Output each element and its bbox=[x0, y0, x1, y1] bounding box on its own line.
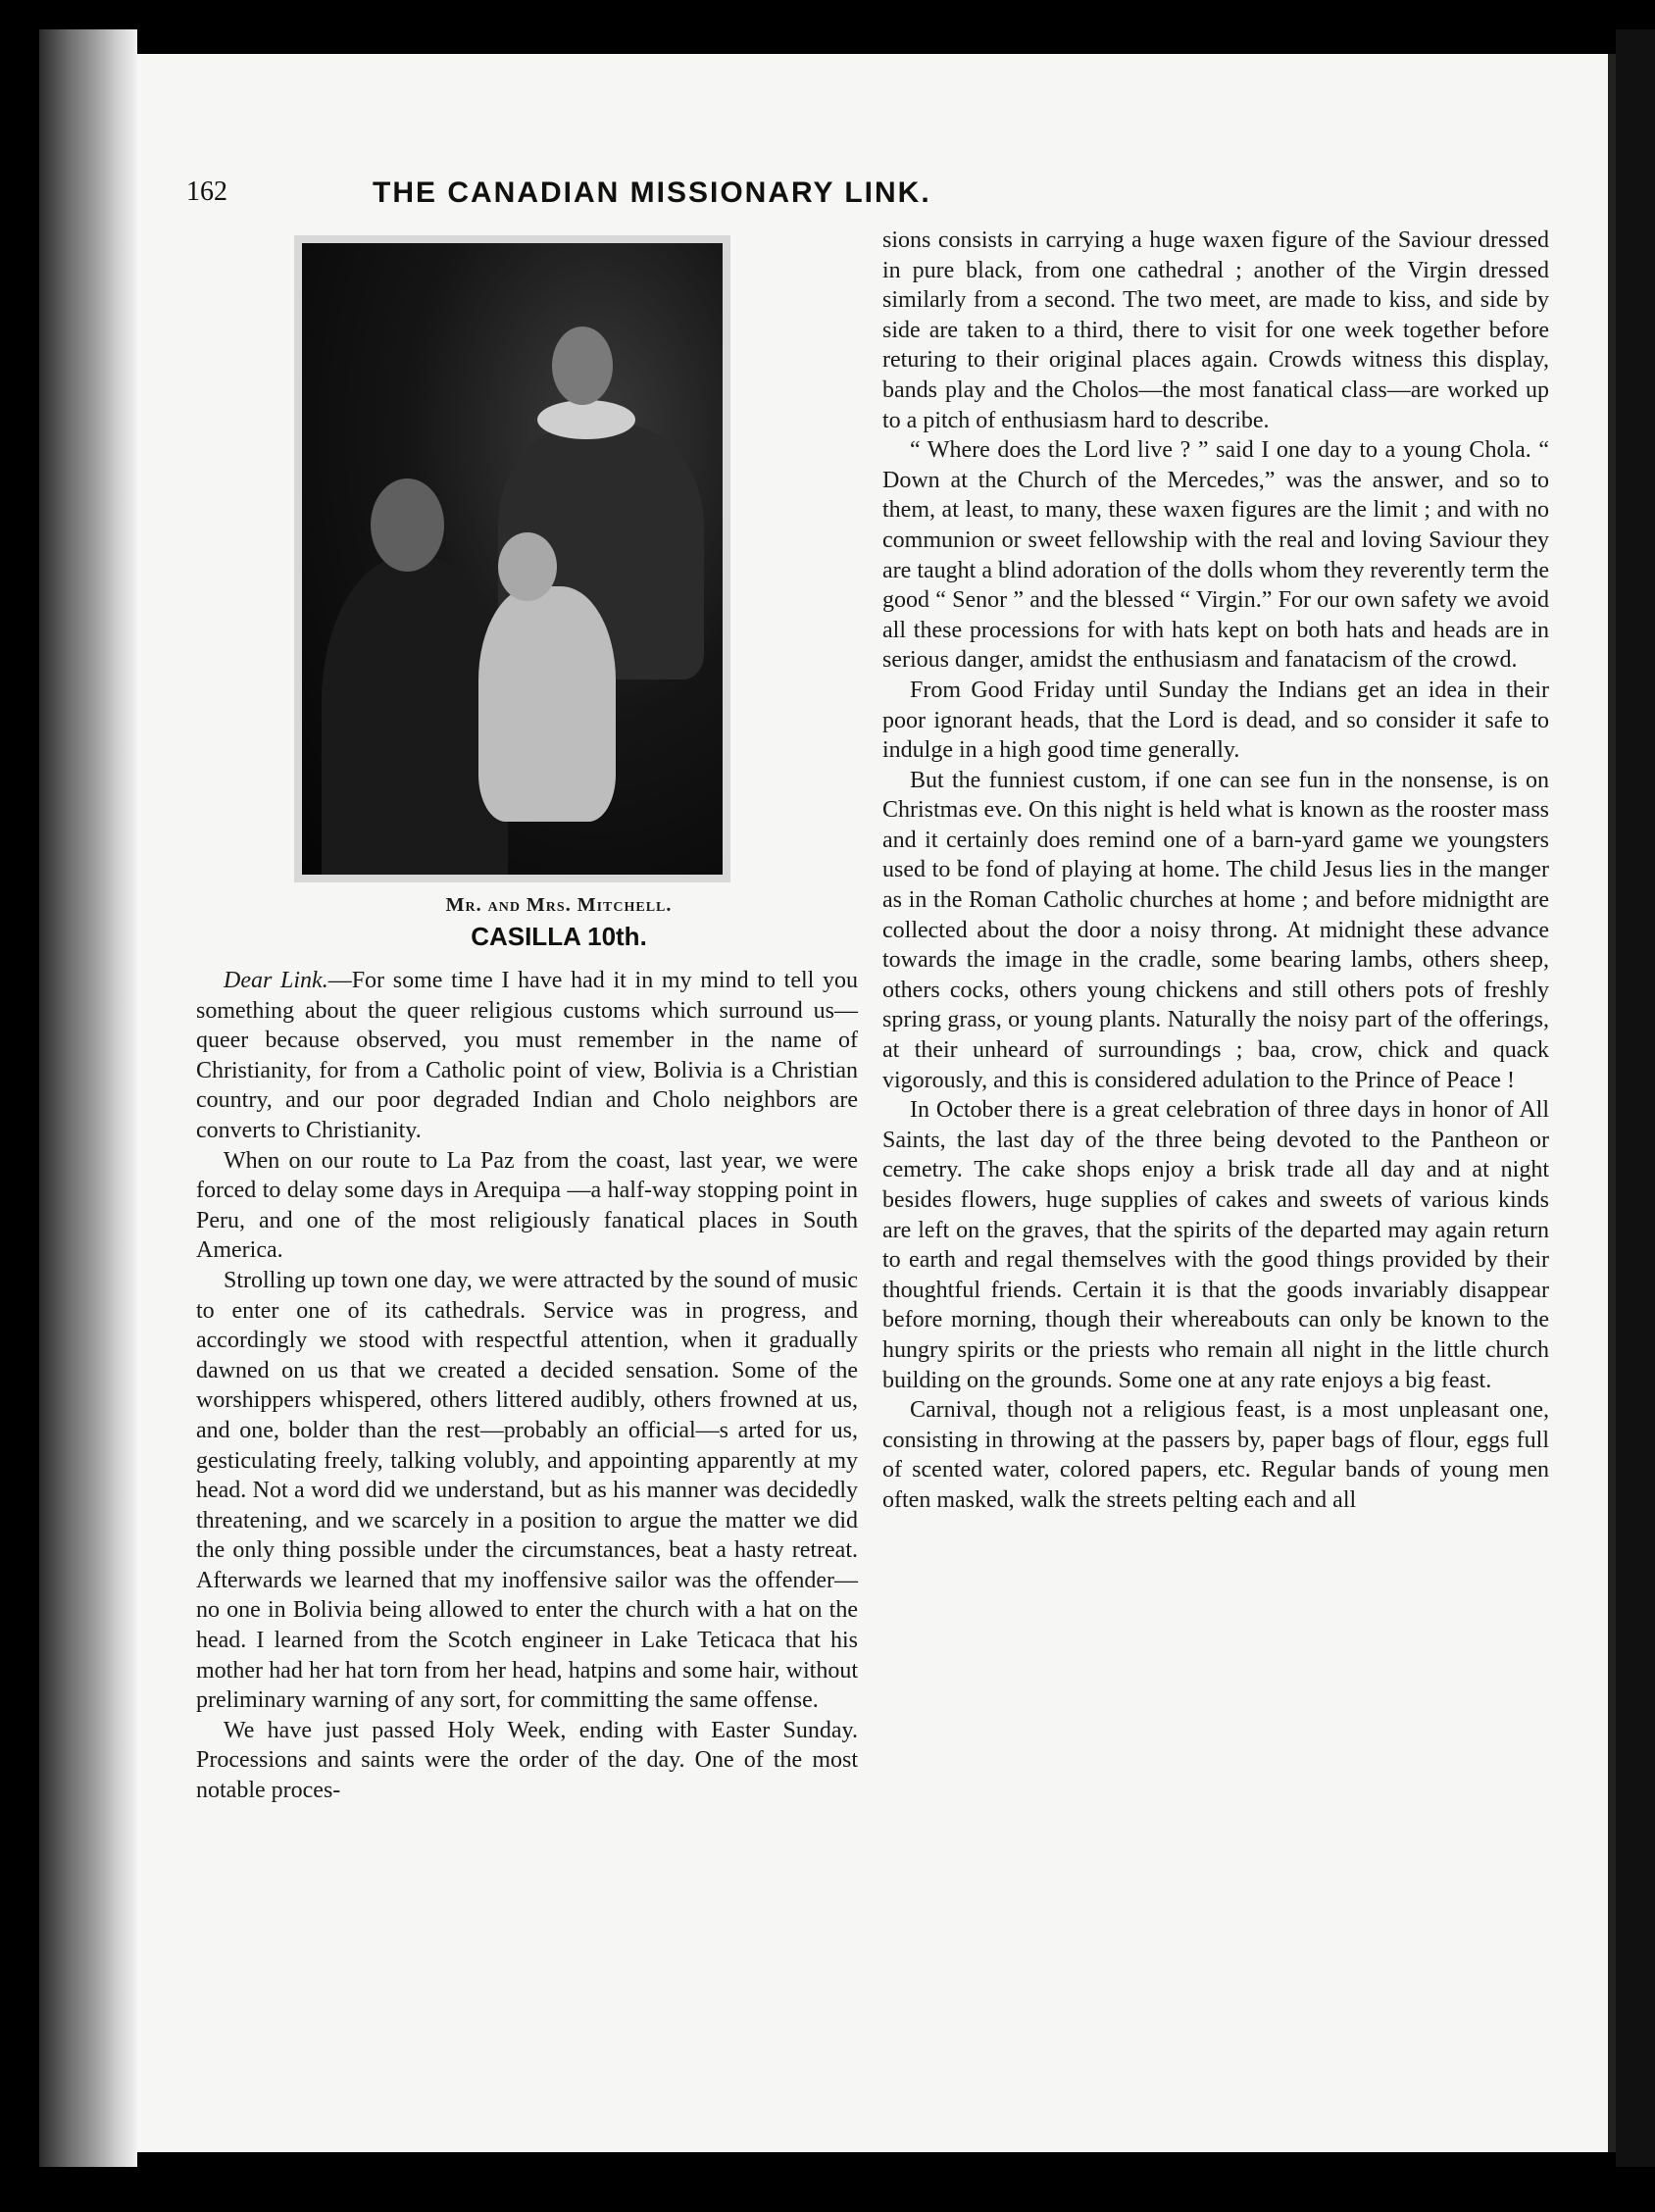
running-title: THE CANADIAN MISSIONARY LINK. bbox=[373, 176, 931, 209]
paragraph: “ Where does the Lord live ? ” said I one day to a young Chola. “ Down at the Church of the Mercedes,” was the answer, and so to them, at least, to many, these waxen figures are the limit ; and with no communion or sweet fellowship with the real and loving Saviour they are taught a blind adoration of the dolls whom they reverently term the good “ Senor ” and the blessed “ Virgin.” For our own safety we avoid all these processions for with hats kept on both hats and heads are in serious danger, amidst the enthusiasm and fanatacism of the crowd. bbox=[882, 437, 1549, 674]
photo-figure-baby-head bbox=[498, 532, 557, 601]
paragraph: Strolling up town one day, we were attracted by the sound of music to enter one of its cathedrals. Service was in progress, and accordingly we stood with respectful attention, when it gradually dawned on us that we created a decided sensation. Some of the worshippers whispered, others littered audibly, others frowned at us, and one, bolder than the rest—probably an official—s arted for us, gesticulating freely, talking volubly, and appointing apparently at my head. Not a word did we understand, but as his manner was decidedly threatening, and we scarcely in a position to argue the matter we did the only thing possible under the circumstances, beat a hasty retreat. Afterwards we learned that my inoffensive sailor was the offender—no one in Bolivia being allowed to enter the church with a hat on the head. I learned from the Scotch engineer in Lake Teticaca that his mother had her hat torn from her head, hatpins and some hair, without preliminary warning of any sort, for committing the same offense. bbox=[196, 1267, 858, 1714]
paragraph: We have just passed Holy Week, ending with Easter Sunday. Processions and saints were the order of the day. One of the most notable proces- bbox=[196, 1717, 858, 1804]
page-right-edge bbox=[1608, 54, 1616, 2152]
page-header bbox=[186, 176, 1461, 216]
photo-figure-baby bbox=[478, 586, 616, 822]
paragraph: When on our route to La Paz from the coast, last year, we were forced to delay some days in Arequipa —a half-way stopping point in Peru, and one of the most religiously fanatical places in South America. bbox=[196, 1147, 858, 1264]
photo-caption: Mr. and Mrs. Mitchell. bbox=[445, 894, 673, 916]
paragraph: Carnival, though not a religious feast, is a most unpleasant one, consisting in throwing at the passers by, paper bags of flour, eggs full of scented water, colored papers, etc. Regular bands of young men often masked, walk the streets pelting each and all bbox=[882, 1397, 1549, 1513]
salutation: Dear Link. bbox=[224, 968, 328, 993]
photo-figure-man-head bbox=[371, 478, 444, 572]
paragraph: From Good Friday until Sunday the Indians get an idea in their poor ignorant heads, that the Lord is dead, and so consider it safe to indulge in a high good time generally. bbox=[882, 677, 1549, 764]
photo-figure-woman-collar bbox=[537, 400, 635, 439]
book-binding-edge bbox=[39, 29, 137, 2167]
paragraph bbox=[196, 966, 858, 1146]
portrait-photograph bbox=[294, 235, 730, 882]
left-column bbox=[196, 966, 858, 1806]
right-column bbox=[882, 226, 1549, 1516]
page-number: 162 bbox=[186, 176, 227, 207]
paragraph: But the funniest custom, if one can see fun in the nonsense, is on Christmas eve. On this night is held what is known as the rooster mass and it certainly does remind one of a barn-yard game we youngsters used to be fond of playing at home. The child Jesus lies in the manger as in the Roman Catholic churches at home ; and before midnigtht are collected about the door a noisy throng. At midnight these advance towards the image in the cradle, some bearing lambs, others sheep, others cocks, others young chickens and still others pots of freshly spring grass, or young plants. Naturally the noisy part of the offerings, at their unheard of surroundings ; baa, crow, chick and quack vigorously, and this is considered adulation to the Prince of Peace ! bbox=[882, 767, 1549, 1093]
photo-figure-woman-head bbox=[552, 327, 613, 405]
photo-image bbox=[302, 243, 723, 875]
paragraph-text: —For some time I have had it in my mind to tell you something about the queer religious customs which surround us—queer because observed, you must remember in the name of Christianity, for from a Catholic point of view, Bolivia is a Christian country, and our poor degraded Indian and Cholo neighbors are converts to Christianity. bbox=[196, 968, 859, 1143]
article-heading: CASILLA 10th. bbox=[471, 922, 647, 951]
paragraph: In October there is a great celebration of three days in honor of All Saints, the last day of the three being devoted to the Pantheon or cemetry. The cake shops enjoy a brisk trade all day and at night besides flowers, huge supplies of cakes and sweets of various kinds are left on the graves, that the spirits of the departed may again return to earth and regal themselves with the good things provided by their thoughtful friends. Certain it is that the goods invariably disappear before morning, though their whereabouts can only be known to the hungry spirits or the priests who remain all night in the little church building on the grounds. Some one at any rate enjoys a big feast. bbox=[882, 1097, 1549, 1393]
paragraph-continued: sions consists in carrying a huge waxen figure of the Saviour dressed in pure black, from one cathedral ; another of the Virgin dressed similarly from a second. The two meet, are made to kiss, and side by side are taken to a third, there to visit for one week together before returing to their original places again. Crowds witness this display, bands play and the Cholos—the most fanatical class—are worked up to a pitch of enthusiasm hard to describe. bbox=[882, 227, 1549, 433]
scan-border-right bbox=[1616, 29, 1655, 2167]
